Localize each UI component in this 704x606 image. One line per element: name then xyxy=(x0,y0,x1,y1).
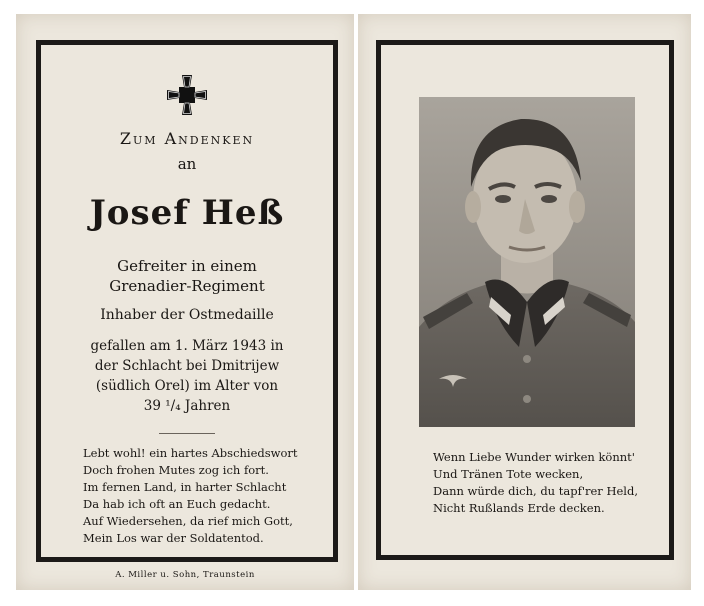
divider xyxy=(159,433,215,434)
rank-line-1: Gefreiter in einem xyxy=(117,257,257,275)
death-line-3: (südlich Orel) im Alter von xyxy=(95,378,279,394)
iron-cross-icon xyxy=(165,73,209,117)
verse-line: Im fernen Land, in harter Schlacht xyxy=(83,480,287,494)
verse-line: Nicht Rußlands Erde decken. xyxy=(433,501,605,515)
dedication-word: an xyxy=(177,155,197,173)
verse-line: Wenn Liebe Wunder wirken könnt' xyxy=(433,450,635,464)
soldier-portrait xyxy=(419,97,635,427)
death-line-2: der Schlacht bei Dmitrijew xyxy=(94,358,280,374)
verse-line: Und Tränen Tote wecken, xyxy=(433,467,584,481)
right-card xyxy=(358,14,691,590)
verse-line: Dann würde dich, du tapf'rer Held, xyxy=(433,484,638,498)
right-card-border xyxy=(376,40,674,560)
left-card-border xyxy=(36,40,338,562)
death-line-4: 39 ¹/₄ Jahren xyxy=(143,398,231,414)
left-card xyxy=(16,14,354,590)
printer-credit: A. Miller u. Sohn, Traunstein xyxy=(115,570,255,580)
award-line: Inhaber der Ostmedaille xyxy=(100,307,274,323)
verse-line: Lebt wohl! ein hartes Abschiedswort xyxy=(83,446,298,460)
verse-line: Doch frohen Mutes zog ich fort. xyxy=(83,463,269,477)
verse-line: Auf Wiedersehen, da rief mich Gott, xyxy=(83,514,293,528)
deceased-name: Josef Heß xyxy=(89,193,285,233)
verse-line: Da hab ich oft an Euch gedacht. xyxy=(83,497,271,511)
death-line-1: gefallen am 1. März 1943 in xyxy=(90,338,284,354)
verse-line: Mein Los war der Soldatentod. xyxy=(83,531,264,545)
rank-line-2: Grenadier-Regiment xyxy=(109,277,265,295)
memorial-heading: Zum Andenken xyxy=(119,129,255,148)
